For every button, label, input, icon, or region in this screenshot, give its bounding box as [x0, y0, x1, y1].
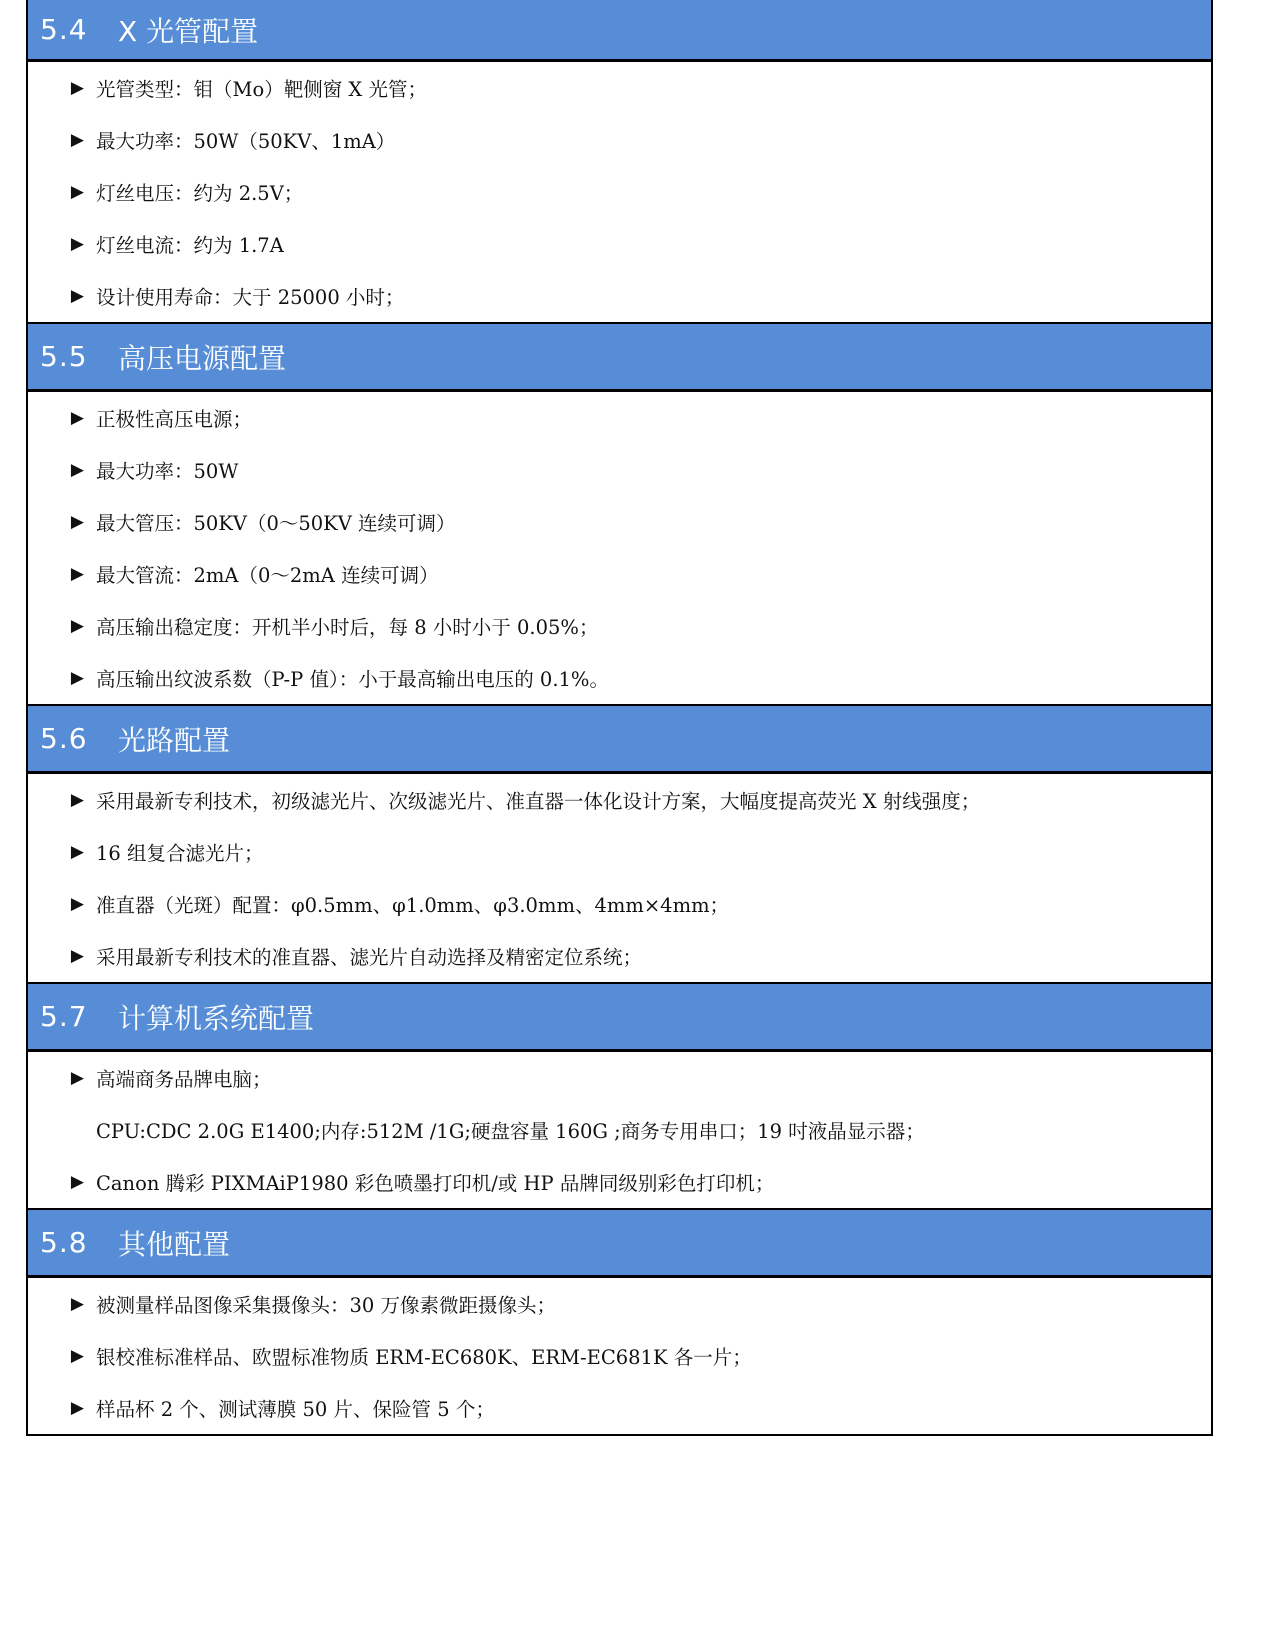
triangle-bullet-icon: ▶: [70, 408, 84, 428]
section-header: [28, 0, 1211, 62]
item-text: 16 组复合滤光片；: [96, 842, 264, 865]
triangle-bullet-icon: ▶: [70, 616, 84, 636]
section-header: [28, 706, 1211, 774]
triangle-bullet-icon: ▶: [70, 1294, 84, 1314]
item-text: 高压输出纹波系数（P-P 值）：小于最高输出电压的 0.1%。: [96, 668, 609, 691]
triangle-bullet-icon: ▶: [70, 564, 84, 584]
list-item: [28, 826, 1211, 878]
item-text: 最大功率：50W: [96, 460, 239, 483]
item-text: 灯丝电流：约为 1.7A: [96, 234, 284, 257]
section-number: 5.7: [40, 1000, 88, 1033]
section-5-4: [28, 0, 1211, 324]
triangle-bullet-icon: ▶: [70, 790, 84, 810]
section-5-8: [28, 1210, 1211, 1434]
triangle-bullet-icon: ▶: [70, 512, 84, 532]
list-item: [28, 1278, 1211, 1330]
section-body: [28, 62, 1211, 324]
section-title: 光路配置: [118, 723, 231, 757]
list-item: [28, 444, 1211, 496]
list-item: [28, 218, 1211, 270]
section-number: 5.6: [40, 722, 88, 755]
section-number: 5.5: [40, 340, 88, 373]
list-item: [28, 1382, 1211, 1434]
section-body: [28, 1278, 1211, 1434]
list-item: [28, 548, 1211, 600]
spec-table: [26, 0, 1213, 1436]
section-5-6: [28, 706, 1211, 984]
item-text: CPU:CDC 2.0G E1400;内存:512M /1G;硬盘容量 160G ;商务专用串口；19 吋液晶显示器；: [96, 1120, 925, 1143]
triangle-bullet-icon: ▶: [70, 894, 84, 914]
list-item: [28, 774, 1211, 826]
item-text: 被测量样品图像采集摄像头：30 万像素微距摄像头；: [96, 1294, 557, 1317]
item-text: 最大管流：2mA（0～2mA 连续可调）: [96, 564, 439, 587]
triangle-bullet-icon: ▶: [70, 286, 84, 306]
triangle-bullet-icon: ▶: [70, 1068, 84, 1088]
section-header: [28, 324, 1211, 392]
triangle-bullet-icon: ▶: [70, 78, 84, 98]
item-text: 样品杯 2 个、测试薄膜 50 片、保险管 5 个；: [96, 1398, 495, 1421]
item-text: 最大功率：50W（50KV、1mA）: [96, 130, 396, 153]
section-body: [28, 774, 1211, 984]
list-item: [28, 392, 1211, 444]
item-text: 采用最新专利技术的准直器、滤光片自动选择及精密定位系统；: [96, 946, 643, 969]
item-text: 准直器（光斑）配置：φ0.5mm、φ1.0mm、φ3.0mm、4mm×4mm；: [96, 894, 730, 917]
section-title: 计算机系统配置: [118, 1001, 315, 1035]
list-item: [28, 930, 1211, 982]
list-item: [28, 878, 1211, 930]
item-text: 设计使用寿命：大于 25000 小时；: [96, 286, 405, 309]
item-text: 最大管压：50KV（0～50KV 连续可调）: [96, 512, 456, 535]
item-text: 正极性高压电源；: [96, 408, 253, 431]
item-text: 灯丝电压：约为 2.5V；: [96, 182, 304, 205]
section-number: 5.4: [40, 13, 88, 46]
list-item: [28, 62, 1211, 114]
section-body: [28, 1052, 1211, 1210]
list-item: [28, 1156, 1211, 1208]
triangle-bullet-icon: ▶: [70, 130, 84, 150]
triangle-bullet-icon: ▶: [70, 1346, 84, 1366]
list-item-detail: [28, 1104, 1211, 1156]
list-item: [28, 114, 1211, 166]
list-item: [28, 600, 1211, 652]
triangle-bullet-icon: ▶: [70, 842, 84, 862]
list-item: [28, 496, 1211, 548]
section-header: [28, 1210, 1211, 1278]
triangle-bullet-icon: ▶: [70, 234, 84, 254]
list-item: [28, 166, 1211, 218]
section-number: 5.8: [40, 1226, 88, 1259]
section-title: 高压电源配置: [118, 341, 287, 375]
section-title: 其他配置: [118, 1227, 231, 1261]
item-text: 高端商务品牌电脑；: [96, 1068, 272, 1091]
triangle-bullet-icon: ▶: [70, 668, 84, 688]
item-text: 光管类型：钼（Mo）靶侧窗 X 光管；: [96, 78, 427, 101]
triangle-bullet-icon: ▶: [70, 182, 84, 202]
triangle-bullet-icon: ▶: [70, 1172, 84, 1192]
item-text: 高压输出稳定度：开机半小时后，每 8 小时小于 0.05%；: [96, 616, 599, 639]
triangle-bullet-icon: ▶: [70, 946, 84, 966]
triangle-bullet-icon: ▶: [70, 1398, 84, 1418]
section-5-7: [28, 984, 1211, 1210]
section-body: [28, 392, 1211, 706]
item-text: Canon 腾彩 PIXMAiP1980 彩色喷墨打印机/或 HP 品牌同级别彩色打印机；: [96, 1172, 775, 1195]
list-item: [28, 1330, 1211, 1382]
list-item: [28, 652, 1211, 704]
list-item: [28, 270, 1211, 322]
section-5-5: [28, 324, 1211, 706]
list-item: [28, 1052, 1211, 1104]
triangle-bullet-icon: ▶: [70, 460, 84, 480]
section-header: [28, 984, 1211, 1052]
item-text: 采用最新专利技术，初级滤光片、次级滤光片、准直器一体化设计方案，大幅度提高荧光 X 射线强度；: [96, 790, 981, 813]
item-text: 银校准标准样品、欧盟标准物质 ERM-EC680K、ERM-EC681K 各一片；: [96, 1346, 752, 1369]
section-title: X 光管配置: [118, 14, 259, 48]
